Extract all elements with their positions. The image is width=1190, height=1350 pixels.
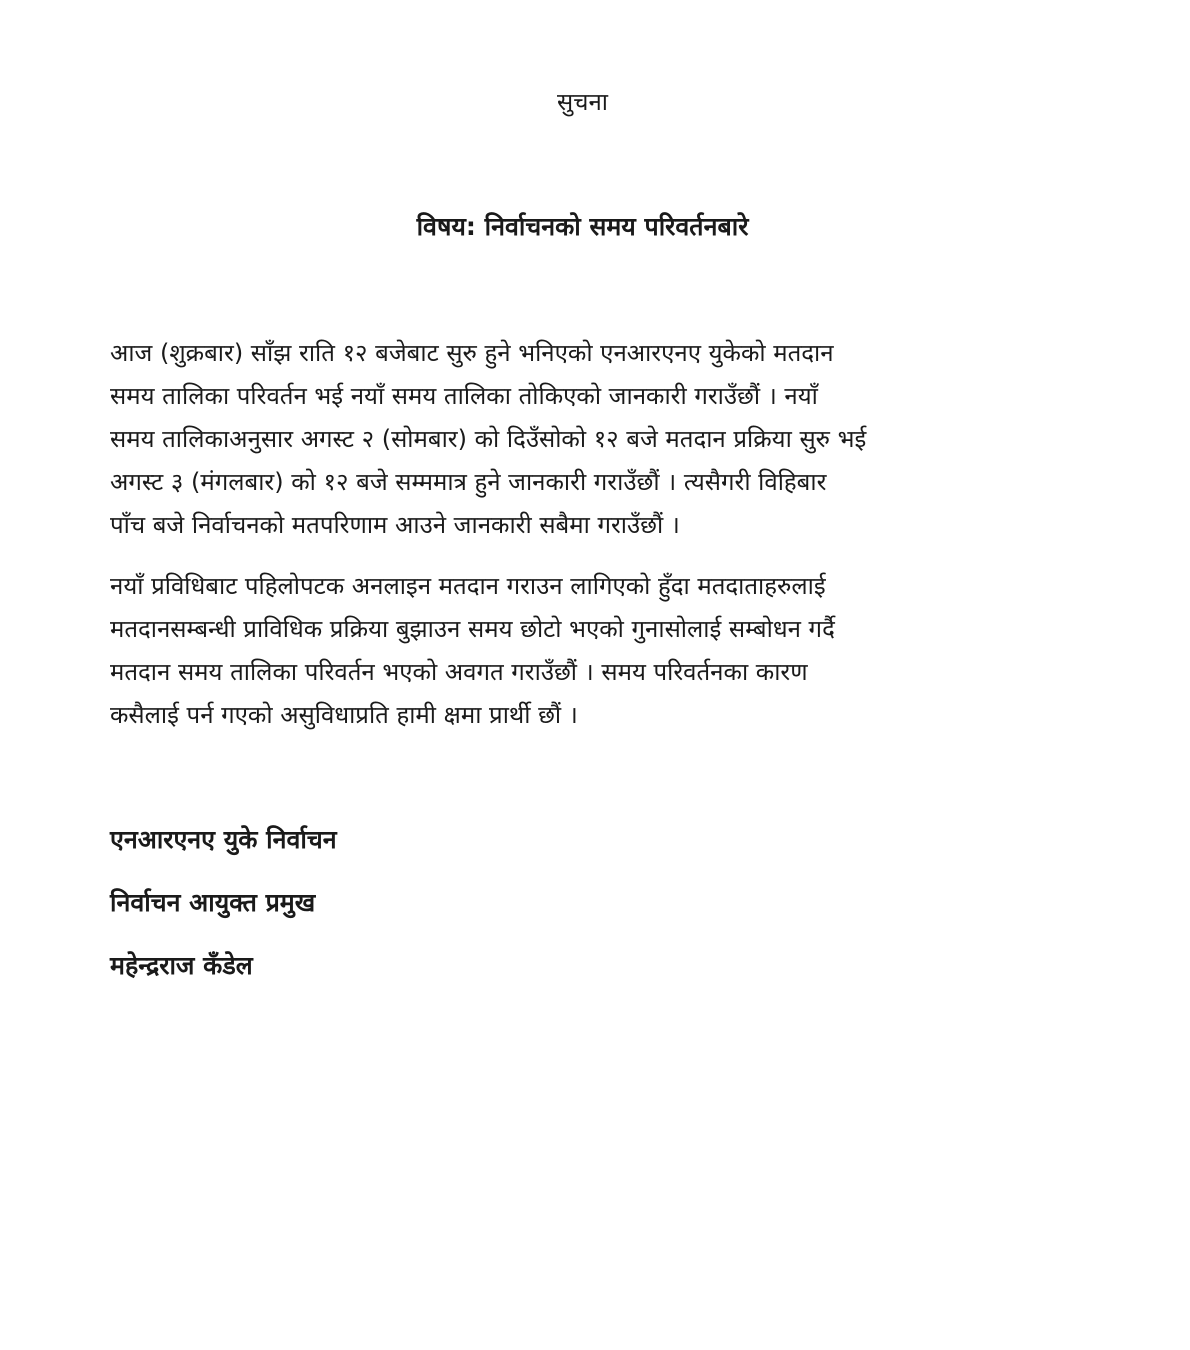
paragraph-line: मतदान समय तालिका परिवर्तन भएको अवगत गराउँछौं । समय परिवर्तनका कारण	[110, 658, 808, 686]
body-paragraph-2	[110, 565, 1070, 737]
body-paragraph-1	[110, 332, 1070, 547]
paragraph-line: आज (शुक्रबार) साँझ राति १२ बजेबाट सुरु हुने भनिएको एनआरएनए युकेको मतदान	[110, 339, 834, 367]
signature-organization: एनआरएनए युके निर्वाचन	[110, 825, 337, 854]
signature-name: महेन्द्रराज कँडेल	[110, 951, 253, 980]
subject-line: विषय: निर्वाचनको समय परिवर्तनबारे	[416, 212, 749, 241]
paragraph-line: नयाँ प्रविधिबाट पहिलोपटक अनलाइन मतदान गराउन लागिएको हुँदा मतदाताहरुलाई	[110, 572, 826, 600]
paragraph-line: अगस्ट ३ (मंगलबार) को १२ बजे सम्ममात्र हुने जानकारी गराउँछौं । त्यसैगरी विहिबार	[110, 468, 827, 496]
paragraph-line: कसैलाई पर्न गएको असुविधाप्रति हामी क्षमा प्रार्थी छौं ।	[110, 701, 578, 729]
paragraph-line: समय तालिका परिवर्तन भई नयाँ समय तालिका तोकिएको जानकारी गराउँछौं । नयाँ	[110, 382, 818, 410]
paragraph-line: पाँच बजे निर्वाचनको मतपरिणाम आउने जानकारी सबैमा गराउँछौं ।	[110, 511, 680, 539]
paragraph-line: समय तालिकाअनुसार अगस्ट २ (सोमबार) को दिउँसोको १२ बजे मतदान प्रक्रिया सुरु भई	[110, 425, 867, 453]
signature-block	[110, 818, 337, 1007]
notice-heading: सुचना	[557, 88, 608, 116]
signature-designation: निर्वाचन आयुक्त प्रमुख	[110, 888, 316, 917]
paragraph-line: मतदानसम्बन्धी प्राविधिक प्रक्रिया बुझाउन समय छोटो भएको गुनासोलाई सम्बोधन गर्दै	[110, 615, 835, 643]
